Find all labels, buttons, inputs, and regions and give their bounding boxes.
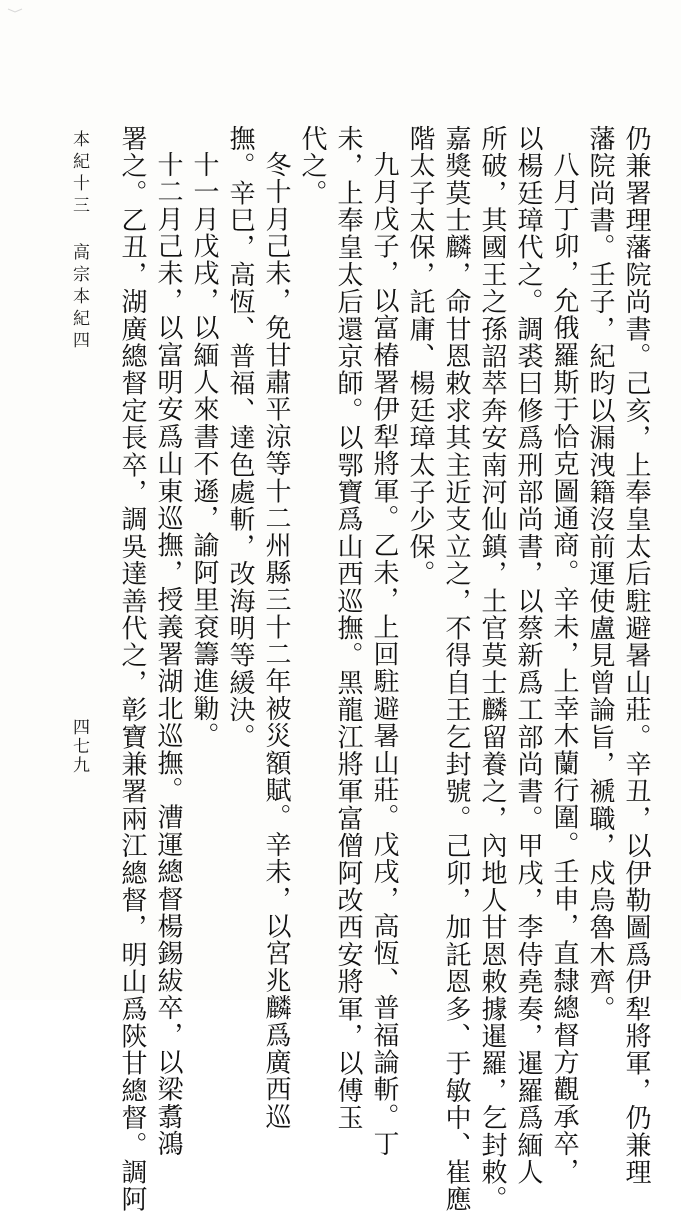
text-column: 署之。乙丑，湖廣總督定長卒，調吳達善代之，彰寶兼署兩江總督，明山爲陝甘總督。調阿: [117, 125, 147, 1213]
text-column: 九月戊子，以富椿署伊犁將軍。乙未，上回駐避暑山莊。戊戌，高恆、普福論斬。丁: [369, 151, 399, 1158]
text-column: 以楊廷璋代之。調裘曰修爲刑部尚書，以蔡新爲工部尚書。甲戌，李侍堯奏，暹羅爲緬人: [513, 125, 543, 1186]
corner-mark-icon: [6, 6, 24, 20]
text-column: 嘉獎莫士麟，命甘恩敕求其主近支立之，不得自王乞封號。己卯，加託恩多、于敏中、崔應: [441, 125, 471, 1213]
text-column: 十二月己未，以富明安爲山東巡撫，授義署湖北巡撫。漕運總督楊錫紱卒，以梁翥鴻: [153, 151, 183, 1158]
running-header-title: 高宗本紀四: [69, 243, 89, 353]
page-number: 四七九: [69, 718, 89, 775]
text-column: 未，上奉皇太后還京師。以鄂寶爲山西巡撫。黑龍江將軍富僧阿改西安將軍，以傅玉: [333, 125, 363, 1132]
text-column: 撫。辛巳，高恆、普福、達色處斬，改海明等緩決。: [225, 125, 255, 751]
text-column: 藩院尚書。壬子，紀昀以漏洩籍沒前運使盧見曾論旨，褫職，戍烏魯木齊。: [585, 125, 615, 1023]
running-header-chapter: 本紀十三: [69, 130, 89, 218]
text-column: 階太子太保，託庸、楊廷璋太子少保。: [405, 125, 435, 588]
text-column: 冬十月己未，免甘肅平涼等十二州縣三十二年被災額賦。辛未，以宮兆麟爲廣西巡: [261, 151, 291, 1131]
text-column: 十一月戊戌，以緬人來書不遜，諭阿里袞籌進勦。: [189, 151, 219, 750]
text-column: 仍兼署理藩院尚書。己亥，上奉皇太后駐避暑山莊。辛丑，以伊勒圖爲伊犁將軍，仍兼理: [621, 125, 651, 1186]
text-column: 八月丁卯，允俄羅斯于恰克圖通商。辛未，上幸木蘭行圍。壬申，直隸總督方觀承卒，: [549, 151, 579, 1185]
text-column: 所破，其國王之孫詔萃奔安南河仙鎮，土官莫士麟留養之，內地人甘恩敕據暹羅，乞封敕。: [477, 125, 507, 1213]
text-column: 代之。: [297, 125, 327, 207]
